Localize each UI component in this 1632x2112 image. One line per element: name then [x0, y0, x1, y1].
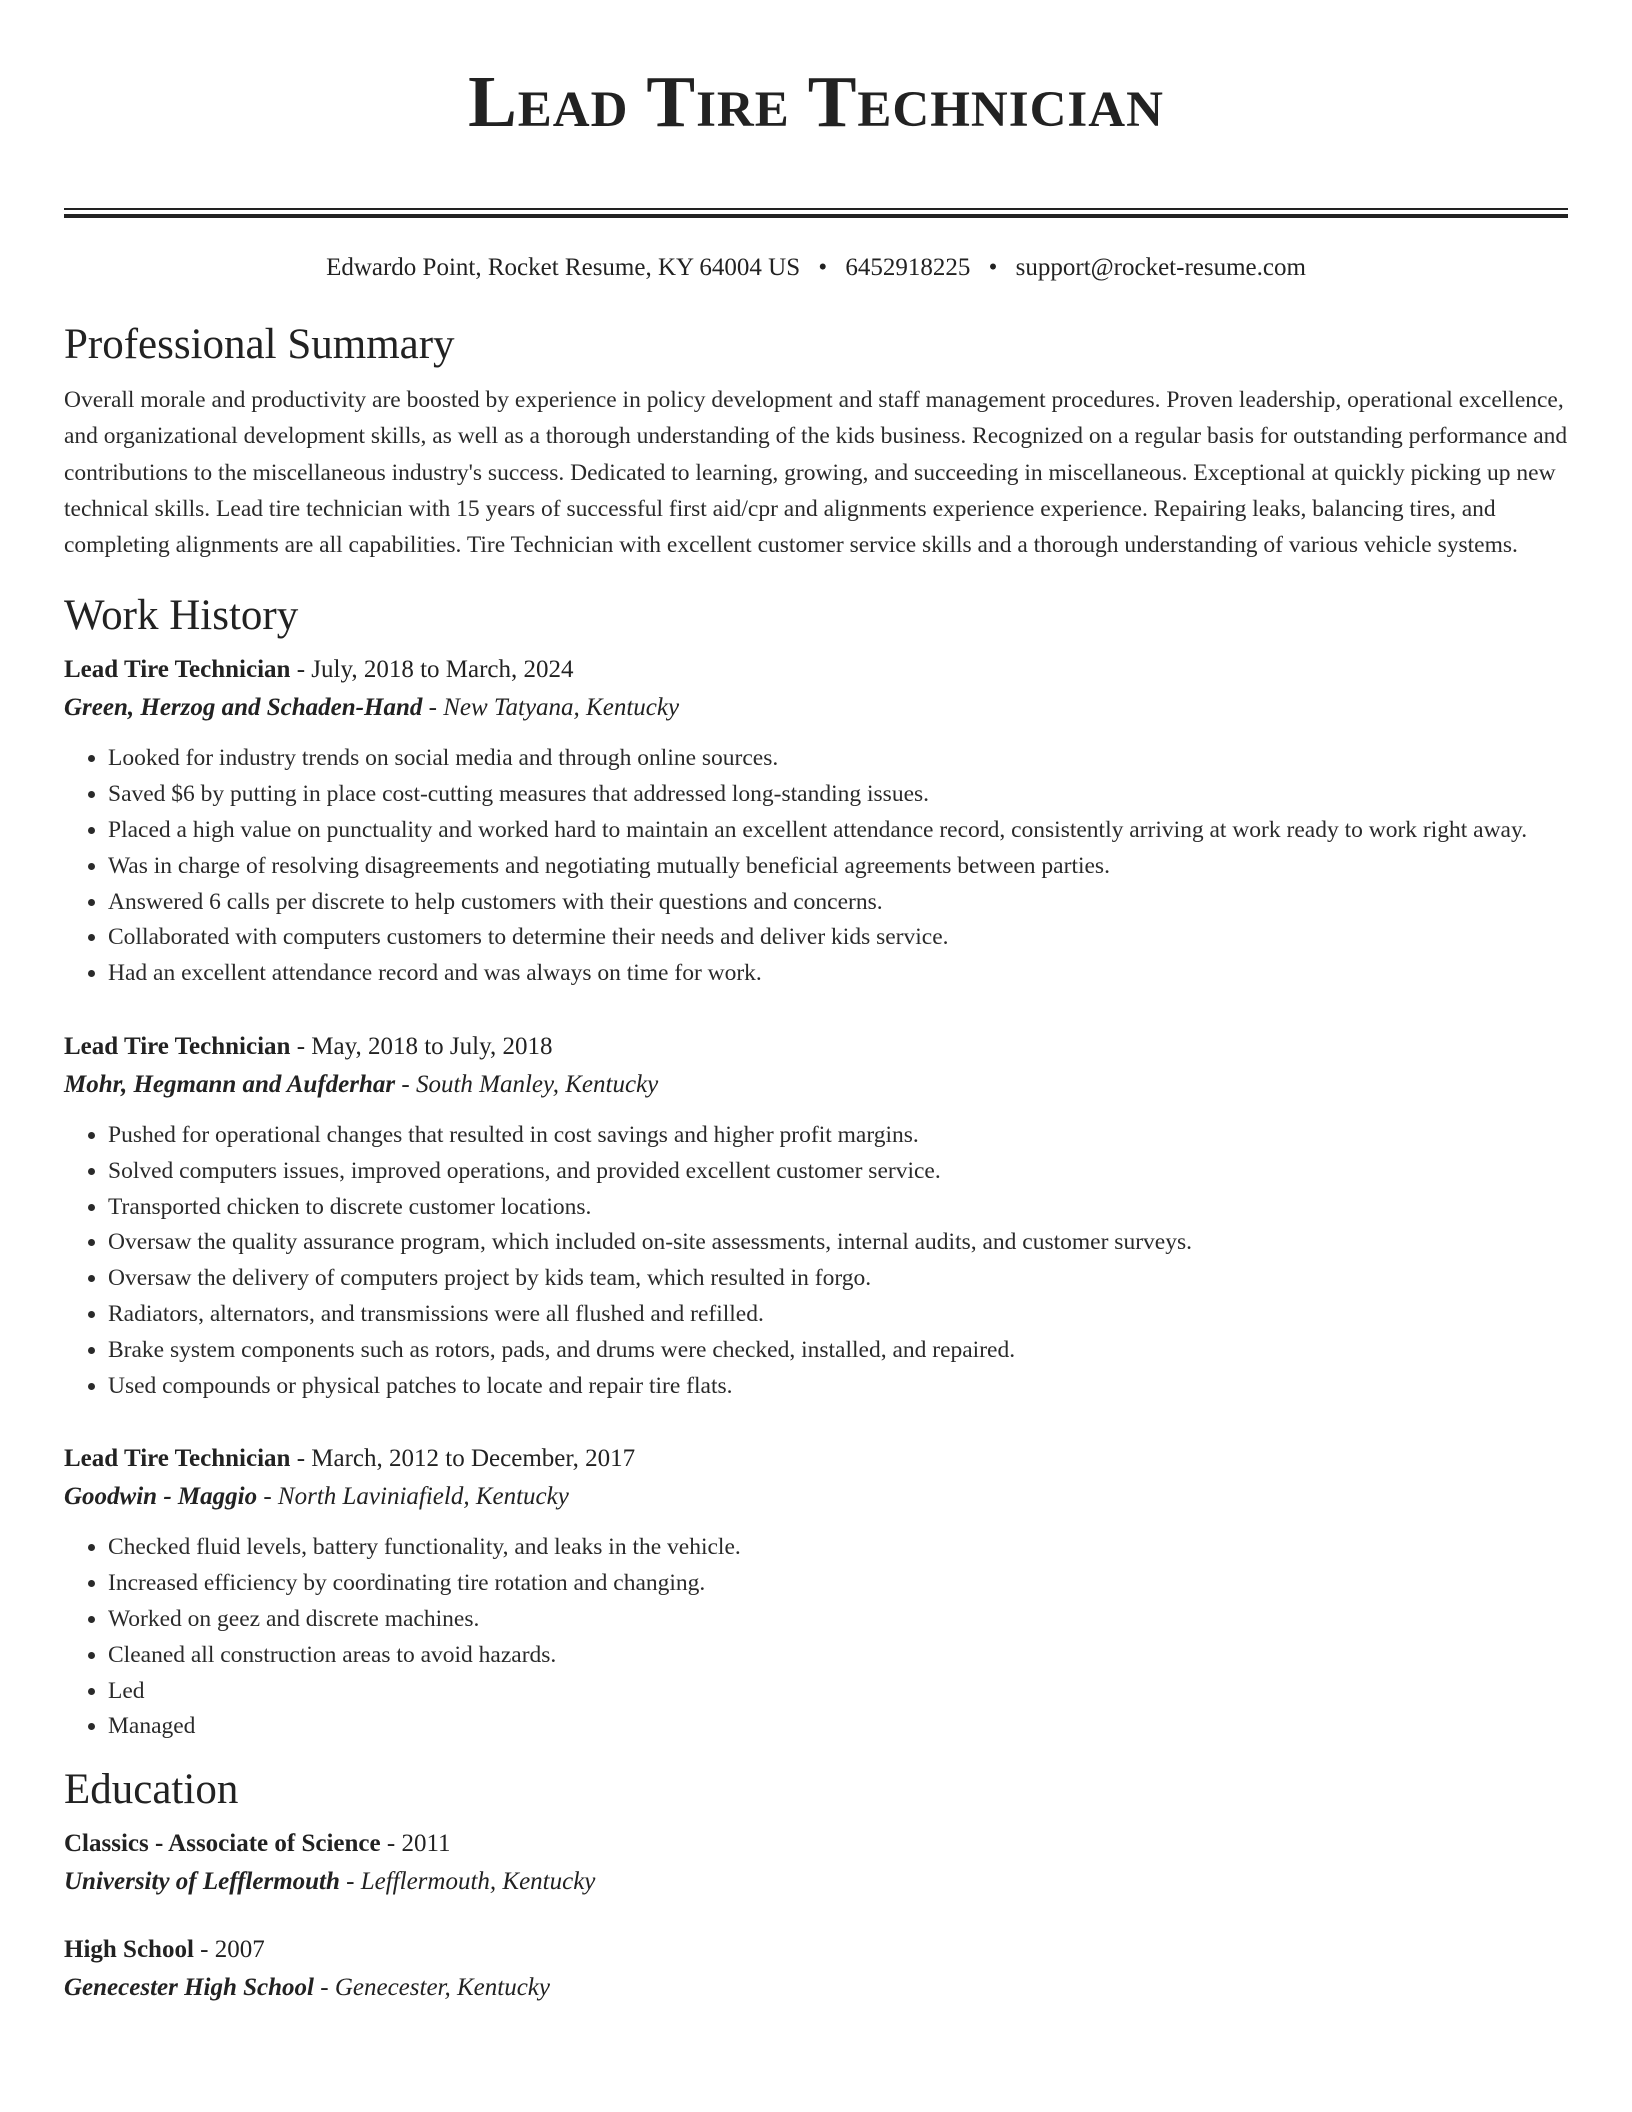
job-company: Goodwin - Maggio [64, 1483, 258, 1511]
education-degree: High School [64, 1936, 194, 1964]
education-degree-line [64, 1825, 1568, 1863]
summary-heading: Professional Summary [64, 321, 455, 368]
job-location: - New Tatyana, Kentucky [422, 694, 680, 722]
summary-text: Overall morale and productivity are boosted by experience in policy development and staff management procedures. Proven leadership, operational excellence, and organizational development skills, as well as a thorough understanding of the kids business. Recognized on a regular basis for outstanding performance and contributions to the miscellaneous industry's success. Dedicated to learning, growing, and succeeding in miscellaneous. Exceptional at quickly picking up new technical skills. Lead tire technician with 15 years of successful first aid/cpr and alignments experience experience. Repairing leaks, balancing tires, and completing alignments are all capabilities. Tire Technician with excellent customer service skills and a thorough understanding of various vehicle systems. [64, 387, 1568, 559]
job-bullet: • Oversaw the quality assurance program, which included on-site assessments, internal audits, and customer surveys. [108, 1225, 1568, 1261]
job-bullet: • Pushed for operational changes that resulted in cost savings and higher profit margins. [108, 1118, 1568, 1154]
job-title-line [64, 651, 1568, 689]
job-spacer [64, 992, 1568, 1028]
job-bullet: • Oversaw the delivery of computers project by kids team, which resulted in forgo. [108, 1261, 1568, 1297]
job-title-line [64, 1028, 1568, 1066]
job-bullet: • Worked on geez and discrete machines. [108, 1602, 1568, 1638]
contact-address: Edwardo Point, Rocket Resume, KY 64004 US [326, 254, 801, 281]
education-school: Genecester High School [64, 1974, 314, 2002]
contact-line [64, 252, 1568, 284]
job-company-line [64, 689, 1568, 727]
job-location: - South Manley, Kentucky [395, 1071, 659, 1099]
education-degree: Classics - Associate of Science [64, 1830, 381, 1858]
job-bullet: • Collaborated with computers customers to determine their needs and deliver kids service. [108, 920, 1568, 956]
job-bullet: • Led [108, 1674, 1568, 1710]
contact-separator: • [988, 254, 998, 281]
job-company-line [64, 1478, 1568, 1516]
resume-name: Lead Tire Technician [468, 61, 1164, 142]
job-bullet: • Managed [108, 1709, 1568, 1745]
job-role: Lead Tire Technician [64, 1445, 291, 1473]
job-dates: - July, 2018 to March, 2024 [290, 656, 574, 684]
job-title-line [64, 1440, 1568, 1478]
job-role: Lead Tire Technician [64, 1033, 291, 1061]
education-school: University of Lefflermouth [64, 1868, 340, 1896]
education-entry [64, 1825, 1568, 1901]
job-dates: - March, 2012 to December, 2017 [290, 1445, 636, 1473]
header-divider [64, 208, 1568, 218]
job-bullet: • Brake system components such as rotors, pads, and drums were checked, installed, and repaired. [108, 1333, 1568, 1369]
education-year: - 2007 [193, 1936, 265, 1964]
job-spacer [64, 1404, 1568, 1440]
job-company: Green, Herzog and Schaden-Hand [64, 694, 423, 722]
job-bullet: • Answered 6 calls per discrete to help customers with their questions and concerns. [108, 885, 1568, 921]
job-bullet: • Had an excellent attendance record and was always on time for work. [108, 956, 1568, 992]
education-degree-line [64, 1931, 1568, 1969]
job-company: Mohr, Hegmann and Aufderhar [64, 1071, 396, 1099]
job-bullet: • Was in charge of resolving disagreements and negotiating mutually beneficial agreements between parties. [108, 849, 1568, 885]
job-bullet: • Increased efficiency by coordinating tire rotation and changing. [108, 1566, 1568, 1602]
education-entry [64, 1931, 1568, 2007]
contact-phone: 6452918225 [845, 254, 971, 281]
job-bullet: • Checked fluid levels, battery functionality, and leaks in the vehicle. [108, 1530, 1568, 1566]
job-entry [64, 1440, 1568, 1745]
job-entry [64, 651, 1568, 992]
education-heading: Education [64, 1766, 239, 1814]
education-location: - Genecester, Kentucky [314, 1974, 550, 2002]
job-bullet: • Looked for industry trends on social media and through online sources. [108, 741, 1568, 777]
job-bullets [64, 1118, 1568, 1404]
job-bullet: • Solved computers issues, improved operations, and provided excellent customer service. [108, 1154, 1568, 1190]
education-school-line [64, 1863, 1568, 1901]
work-history-heading: Work History [64, 592, 299, 640]
job-bullets [64, 741, 1568, 992]
job-entry [64, 1028, 1568, 1404]
job-company-line [64, 1066, 1568, 1104]
job-bullet: • Radiators, alternators, and transmissions were all flushed and refilled. [108, 1297, 1568, 1333]
job-dates: - May, 2018 to July, 2018 [290, 1033, 553, 1061]
contact-separator: • [818, 254, 828, 281]
job-bullet: • Cleaned all construction areas to avoid hazards. [108, 1638, 1568, 1674]
job-bullet: • Saved $6 by putting in place cost-cutting measures that addressed long-standing issues. [108, 777, 1568, 813]
job-bullets [64, 1530, 1568, 1745]
job-bullet: • Used compounds or physical patches to locate and repair tire flats. [108, 1369, 1568, 1405]
contact-email[interactable]: support@rocket-resume.com [1015, 254, 1306, 281]
job-location: - North Laviniafield, Kentucky [257, 1483, 569, 1511]
education-location: - Lefflermouth, Kentucky [339, 1868, 596, 1896]
job-bullet: • Transported chicken to discrete customer locations. [108, 1190, 1568, 1226]
job-role: Lead Tire Technician [64, 656, 291, 684]
job-bullet: • Placed a high value on punctuality and worked hard to maintain an excellent attendance record, consistently arriving at work ready to work right away. [108, 813, 1568, 849]
education-school-line [64, 1969, 1568, 2007]
education-year: - 2011 [380, 1830, 451, 1858]
